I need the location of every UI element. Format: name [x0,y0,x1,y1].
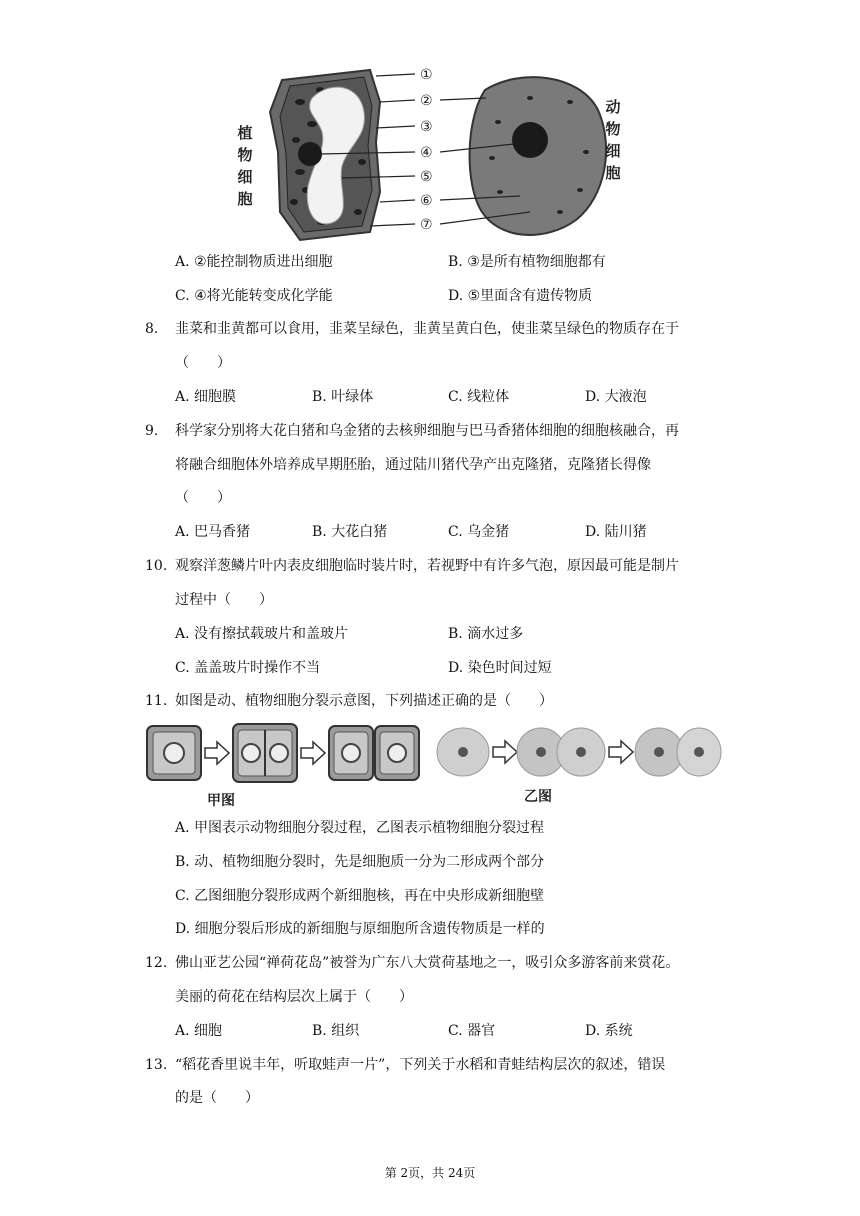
marker-2: ② [420,93,433,109]
q11-number: 11. [145,693,168,709]
q12-option-d[interactable]: D. 系统 [585,1023,633,1039]
q11-option-a[interactable]: A. 甲图表示动物细胞分裂过程，乙图表示植物细胞分裂过程 [175,820,545,836]
marker-4: ④ [420,145,433,161]
q12-option-a[interactable]: A. 细胞 [175,1023,223,1039]
plant-cell-label-2: 物 [237,146,253,164]
marker-7: ⑦ [420,217,433,233]
animal-division-sequence [437,728,721,776]
q11-option-b[interactable]: B. 动、植物细胞分裂时，先是细胞质一分为二形成两个部分 [175,854,545,870]
q11-option-c[interactable]: C. 乙图细胞分裂形成两个新细胞核，再在中央形成新细胞壁 [175,888,545,904]
q10-number: 10. [145,558,168,574]
cell-diagram [230,62,630,244]
q8-stem-line-1: 韭菜和韭黄都可以食用，韭菜呈绿色，韭黄呈黄白色，使韭菜呈绿色的物质存在于 [175,321,679,337]
marker-5: ⑤ [420,169,433,185]
q10-option-c[interactable]: C. 盖盖玻片时操作不当 [175,660,321,676]
cell-comparison-figure [230,62,630,244]
q9-option-d[interactable]: D. 陆川猪 [585,524,647,540]
q10-stem-line-1: 观察洋葱鳞片叶内表皮细胞临时装片时，若视野中有许多气泡，原因最可能是制片 [175,558,679,574]
q7-option-d[interactable]: D. ⑤里面含有遗传物质 [448,288,593,304]
animal-cell-label-1: 动 [605,98,621,116]
plant-cell-label-4: 胞 [237,190,253,208]
q8-option-b[interactable]: B. 叶绿体 [312,389,374,405]
q9-stem-line-3: （ ） [175,490,231,506]
q9-stem-line-2: 将融合细胞体外培养成早期胚胎，通过陆川猪代孕产出克隆猪，克隆猪长得像 [175,457,651,473]
q10-option-b[interactable]: B. 滴水过多 [448,626,524,642]
q11-stem-line-1: 如图是动、植物细胞分裂示意图，下列描述正确的是（ ） [175,693,553,709]
q8-option-d[interactable]: D. 大液泡 [585,389,647,405]
q9-option-c[interactable]: C. 乌金猪 [448,524,510,540]
q10-stem-line-2: 过程中（ ） [175,592,273,608]
q12-option-b[interactable]: B. 组织 [312,1023,360,1039]
q13-stem-line-1: “稻花香里说丰年，听取蛙声一片”，下列关于水稻和青蛙结构层次的叙述，错误 [175,1057,666,1073]
q8-number: 8. [145,321,159,337]
q7-option-c[interactable]: C. ④将光能转变成化学能 [175,288,333,304]
marker-1: ① [420,67,433,83]
plant-division-sequence [147,724,419,782]
q12-number: 12. [145,955,168,971]
cell-division-diagram [145,722,725,784]
plant-cell-label-1: 植 [237,124,253,142]
q9-number: 9. [145,423,159,439]
marker-3: ③ [420,119,433,135]
animal-cell-label-2: 物 [605,120,621,138]
page-footer: 第 2页，共 24页 [384,1166,476,1180]
animal-cell-label-4: 胞 [605,164,621,182]
figure-caption-jia: 甲图 [207,793,235,809]
q11-option-d[interactable]: D. 细胞分裂后形成的新细胞与原细胞所含遗传物质是一样的 [175,921,545,937]
q12-option-c[interactable]: C. 器官 [448,1023,496,1039]
q13-stem-line-2: 的是（ ） [175,1090,259,1106]
q10-option-a[interactable]: A. 没有擦拭载玻片和盖玻片 [175,626,349,642]
q8-option-c[interactable]: C. 线粒体 [448,389,510,405]
q13-number: 13. [145,1057,168,1073]
q12-stem-line-1: 佛山亚艺公园“禅荷花岛”被誉为广东八大赏荷基地之一，吸引众多游客前来赏花。 [175,955,680,971]
q8-stem-line-2: （ ） [175,355,231,371]
plant-nucleus-shape [298,142,322,166]
plant-cell-label-3: 细 [237,168,253,186]
q9-stem-line-1: 科学家分别将大花白猪和乌金猪的去核卵细胞与巴马香猪体细胞的细胞核融合，再 [175,423,679,439]
q12-stem-line-2: 美丽的荷花在结构层次上属于（ ） [175,989,413,1005]
animal-nucleus-shape [512,122,548,158]
q8-option-a[interactable]: A. 细胞膜 [175,389,237,405]
marker-6: ⑥ [420,193,433,209]
q10-option-d[interactable]: D. 染色时间过短 [448,660,552,676]
q7-option-a[interactable]: A. ②能控制物质进出细胞 [175,254,333,270]
q7-option-b[interactable]: B. ③是所有植物细胞都有 [448,254,606,270]
q9-option-a[interactable]: A. 巴马香猪 [175,524,251,540]
figure-caption-yi: 乙图 [524,789,552,805]
q9-option-b[interactable]: B. 大花白猪 [312,524,388,540]
cell-division-figure [145,722,725,784]
animal-cell-label-3: 细 [605,142,621,160]
